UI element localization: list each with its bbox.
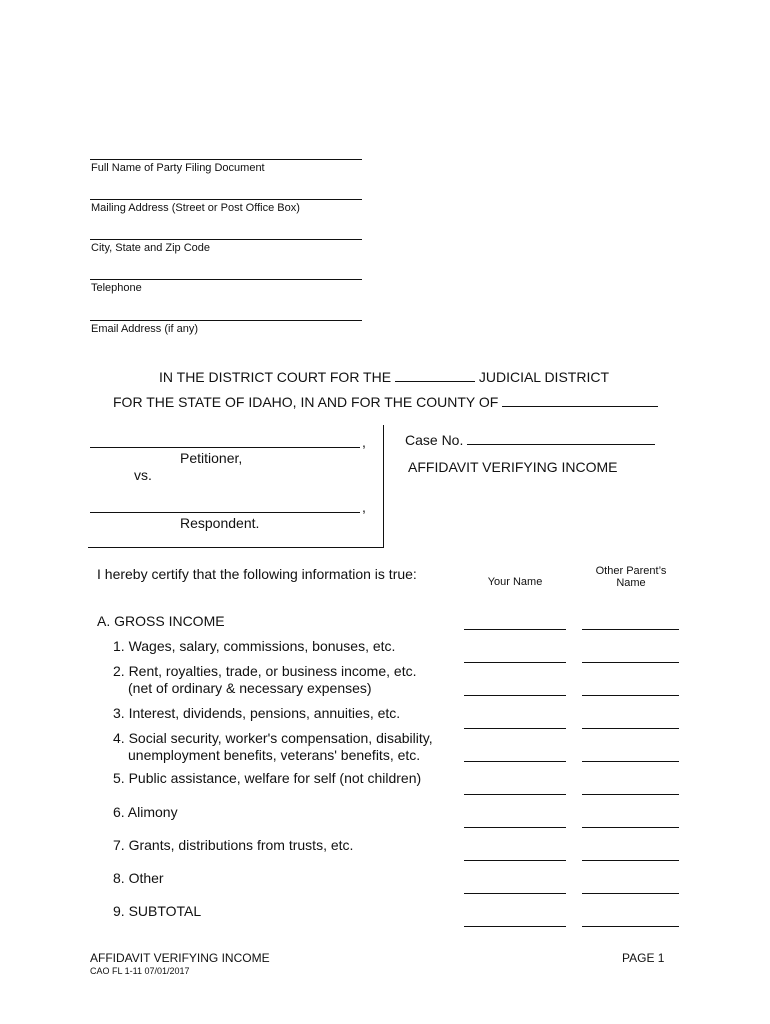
court-header-prefix: IN THE DISTRICT COURT FOR THE (159, 369, 392, 385)
other-parent-blank[interactable] (582, 761, 679, 762)
other-parent-blank[interactable] (582, 662, 679, 663)
income-item-social-security-line2: unemployment benefits, veterans' benefits, etc. (128, 747, 421, 763)
income-item-grants: 7. Grants, distributions from trusts, etc. (113, 837, 354, 853)
case-no-label: Case No. (405, 432, 464, 448)
telephone-label: Telephone (91, 282, 142, 294)
your-name-column-header: Your Name (487, 576, 543, 588)
county-blank[interactable] (502, 392, 658, 407)
income-item-subtotal: 9. SUBTOTAL (113, 903, 202, 919)
email-label: Email Address (if any) (91, 323, 198, 335)
email-line[interactable] (90, 320, 362, 321)
income-item-alimony: 6. Alimony (113, 804, 178, 820)
income-item-social-security-line1: 4. Social security, worker's compensation, disability, (113, 730, 433, 746)
your-name-blank[interactable] (464, 794, 566, 795)
income-item-rent-line1: 2. Rent, royalties, trade, or business income, etc. (113, 663, 417, 679)
city-state-zip-label: City, State and Zip Code (91, 242, 211, 254)
your-name-blank[interactable] (464, 827, 566, 828)
caption-divider-horizontal (88, 547, 384, 548)
full-name-label: Full Name of Party Filing Document (91, 162, 265, 174)
respondent-name-line[interactable] (90, 512, 360, 513)
other-parent-column-header (581, 565, 681, 589)
other-parent-blank[interactable] (582, 728, 679, 729)
telephone-line[interactable] (90, 279, 362, 280)
respondent-comma: , (362, 499, 366, 515)
income-item-wages: 1. Wages, salary, commissions, bonuses, etc. (113, 638, 396, 654)
income-item-rent-line2: (net of ordinary & necessary expenses) (128, 680, 372, 696)
income-item-public-assistance: 5. Public assistance, welfare for self (not children) (113, 770, 422, 786)
your-name-blank[interactable] (464, 926, 566, 927)
full-name-line[interactable] (90, 159, 362, 160)
your-name-blank[interactable] (464, 761, 566, 762)
vs-label: vs. (134, 467, 152, 483)
county-prefix: FOR THE STATE OF IDAHO, IN AND FOR THE COUNTY OF (113, 394, 499, 410)
court-header-line1 (159, 367, 609, 385)
footer-title: AFFIDAVIT VERIFYING INCOME (90, 951, 270, 965)
respondent-label: Respondent. (180, 515, 260, 531)
income-item-social-security (113, 730, 433, 764)
other-parent-blank[interactable] (582, 827, 679, 828)
caption-divider-vertical (383, 425, 384, 547)
judicial-district-blank[interactable] (395, 367, 475, 382)
income-item-rent (113, 663, 416, 697)
your-name-blank[interactable] (464, 893, 566, 894)
court-header-line2 (113, 392, 658, 410)
other-parent-blank[interactable] (582, 794, 679, 795)
petitioner-label: Petitioner, (180, 450, 243, 466)
income-item-other: 8. Other (113, 870, 164, 886)
other-parent-header-line1: Other Parent’s (595, 565, 667, 577)
city-state-zip-line[interactable] (90, 239, 362, 240)
other-parent-blank[interactable] (582, 629, 679, 630)
footer-page-number: PAGE 1 (622, 951, 665, 965)
certify-statement: I hereby certify that the following information is true: (97, 566, 417, 582)
other-parent-blank[interactable] (582, 695, 679, 696)
other-parent-blank[interactable] (582, 860, 679, 861)
court-header-suffix: JUDICIAL DISTRICT (478, 369, 609, 385)
your-name-blank[interactable] (464, 695, 566, 696)
other-parent-blank[interactable] (582, 926, 679, 927)
gross-income-heading: A. GROSS INCOME (97, 613, 225, 629)
income-item-interest: 3. Interest, dividends, pensions, annuities, etc. (113, 705, 401, 721)
case-number-row (405, 430, 655, 448)
document-title: AFFIDAVIT VERIFYING INCOME (408, 459, 618, 475)
your-name-blank[interactable] (464, 662, 566, 663)
petitioner-comma: , (362, 434, 366, 450)
other-parent-blank[interactable] (582, 893, 679, 894)
case-number-blank[interactable] (467, 430, 655, 445)
petitioner-name-line[interactable] (90, 447, 360, 448)
mailing-address-line[interactable] (90, 199, 362, 200)
footer-form-code: CAO FL 1-11 07/01/2017 (90, 966, 190, 976)
your-name-blank[interactable] (464, 860, 566, 861)
your-name-blank[interactable] (464, 629, 566, 630)
other-parent-header-line2: Name (616, 577, 646, 589)
your-name-blank[interactable] (464, 728, 566, 729)
mailing-address-label: Mailing Address (Street or Post Office Box) (91, 202, 300, 214)
